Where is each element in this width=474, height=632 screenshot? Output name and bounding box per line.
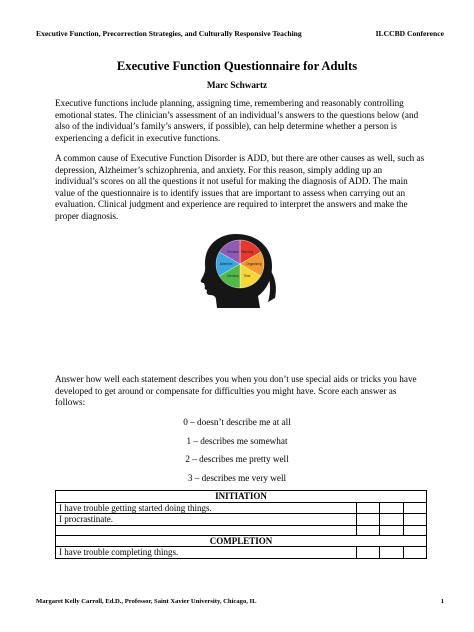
question-text: I procrastinate.: [56, 514, 357, 526]
score-cell[interactable]: [356, 525, 379, 535]
brain-wheel: [216, 240, 264, 288]
document-author: Marc Schwartz: [206, 80, 268, 90]
document-title: Executive Function Questionnaire for Adults: [116, 59, 358, 73]
table-row: [56, 502, 427, 514]
question-text: I have trouble completing things.: [56, 547, 357, 559]
wheel-label: Planning: [240, 249, 254, 254]
score-cell[interactable]: [380, 525, 403, 535]
wheel-label: Time: [243, 274, 251, 279]
score-cell[interactable]: [380, 502, 403, 514]
wheel-label: Organizing: [246, 262, 262, 266]
question-text: I have trouble getting started doing things.: [56, 502, 357, 514]
score-cell[interactable]: [356, 547, 379, 559]
instructions-paragraph: Answer how well each statement describes you when you don’t use special aids or tricks you have developed to get around or compensate for difficulties you might have. Score each answer as follows:: [55, 374, 417, 407]
table-row: [56, 547, 427, 559]
table-row: [56, 514, 427, 526]
score-cell[interactable]: [356, 502, 379, 514]
scale-item-0: 0 – doesn’t describe me at all: [183, 417, 291, 427]
score-cell[interactable]: [403, 547, 426, 559]
section-title-completion: COMPLETION: [56, 535, 427, 547]
score-cell[interactable]: [403, 502, 426, 514]
score-cell[interactable]: [403, 525, 426, 535]
header-right-text: ILCCBD Conference: [375, 29, 444, 38]
scale-item-3: 3 – describes me very well: [187, 473, 287, 483]
blank-row: [56, 525, 427, 535]
header-left-text: Executive Function, Precorrection Strategies, and Culturally Responsive Teaching: [36, 29, 302, 38]
score-cell[interactable]: [380, 514, 403, 526]
causes-paragraph: A common cause of Executive Function Disorder is ADD, but there are other causes as well, such as depression, Alzheimer’s schizophrenia, and anxiety. For this reason, simply adding up an individual’s scores on all the questions it not useful for making the diagnosis of ADD. The main value of the questionnaire is to identify issues that are important to assess when carrying out an evaluation. Clinical judgment and experience are required to interpret the answers and make the proper diagnosis.: [55, 153, 425, 221]
page-header: [36, 29, 444, 38]
scale-item-1: 1 – describes me somewhat: [186, 436, 288, 446]
score-cell[interactable]: [356, 514, 379, 526]
scale-item-2: 2 – describes me pretty well: [185, 454, 289, 464]
brain-head-illustration: [200, 232, 280, 308]
wheel-label: Memory: [227, 274, 239, 279]
section-title-initiation: INITIATION: [56, 491, 427, 503]
page-footer: [36, 598, 444, 605]
blank-cell: [56, 525, 357, 535]
section-header-row: [56, 491, 427, 503]
wheel-label: Attention: [219, 262, 233, 266]
score-cell[interactable]: [380, 547, 403, 559]
wheel-label: Emotion: [227, 249, 239, 254]
footer-left-text: Margaret Kelly Carroll, Ed.D., Professor, Saint Xavier University, Chicago, IL: [36, 598, 257, 605]
intro-paragraph: Executive functions include planning, assigning time, remembering and reasonably controlling emotional states. The clinician’s assessment of an individual’s answers to the questions below (and also of the individual’s family’s answers, if possible), can help determine whether a person is experiencing a deficit in executive functions.: [55, 98, 419, 143]
questionnaire-table: [55, 490, 427, 559]
page-number: 1: [440, 598, 444, 605]
section-header-row: [56, 535, 427, 547]
score-cell[interactable]: [403, 514, 426, 526]
